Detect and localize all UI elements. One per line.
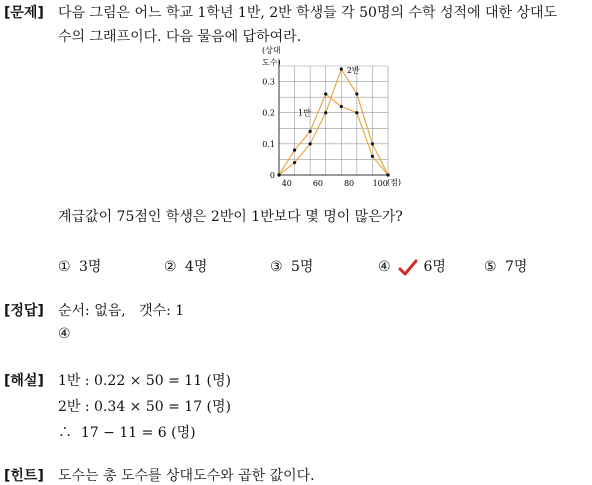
choice-2-mark: ② <box>164 259 177 275</box>
chart-series-group <box>277 68 389 177</box>
series-2-point <box>355 92 358 95</box>
choice-2-text: 4명 <box>185 259 208 275</box>
chart-grid <box>279 60 388 175</box>
series-2-point <box>324 111 327 114</box>
choice-4[interactable] <box>378 256 446 276</box>
x-axis-unit: (점) <box>387 178 401 187</box>
series-1-point <box>293 148 296 151</box>
y-axis-label-line1: (상대 <box>262 46 281 55</box>
choice-1[interactable] <box>58 256 101 276</box>
choice-5-text: 7명 <box>505 259 528 275</box>
choice-5[interactable] <box>484 256 527 276</box>
y-axis-label-line2: 도수) <box>262 58 281 67</box>
choice-1-mark: ① <box>58 259 71 275</box>
y-tick-label: 0.1 <box>262 139 275 149</box>
series-2-point <box>371 142 374 145</box>
chart-labels <box>262 65 388 188</box>
series-2-point <box>309 142 312 145</box>
answer-label: [정답] <box>4 303 44 319</box>
x-tick-label: 40 <box>281 179 292 188</box>
series-2-point <box>340 68 343 71</box>
series-1-point <box>309 130 312 133</box>
series-label-1ban: 1반 <box>297 108 311 118</box>
answer-line1: 순서: 없음, 갯수: 1 <box>58 303 185 319</box>
series-2-point <box>293 161 296 164</box>
y-tick-label: 0.3 <box>262 77 275 87</box>
question-text: 계급값이 75점인 학생은 2반이 1반보다 몇 명이 많은가? <box>58 209 403 225</box>
hint-text: 도수는 총 도수를 상대도수와 곱한 값이다. <box>58 468 315 484</box>
choice-3-text: 5명 <box>291 259 314 275</box>
series-1-point <box>371 155 374 158</box>
explanation-label: [해설] <box>4 373 44 389</box>
problem-text-line2: 수의 그래프이다. 다음 물음에 답하여라. <box>58 29 302 45</box>
answer-line2: ④ <box>58 326 71 342</box>
explanation-line3: ∴ 17 − 11 = 6 (명) <box>58 425 196 441</box>
series-1-point <box>340 105 343 108</box>
hint-label: [힌트] <box>4 468 44 484</box>
choice-3-mark: ③ <box>270 259 283 275</box>
choice-2[interactable] <box>164 256 207 276</box>
series-2-point <box>386 173 389 176</box>
x-tick-label: 60 <box>312 179 324 188</box>
series-2-point <box>277 173 280 176</box>
choice-5-mark: ⑤ <box>484 259 497 275</box>
relative-frequency-chart <box>262 44 412 192</box>
explanation-line2: 2반 : 0.34 × 50 = 17 (명) <box>58 399 232 415</box>
choice-1-text: 3명 <box>79 259 102 275</box>
x-tick-label: 100 <box>372 179 388 188</box>
series-line-2 <box>279 69 388 175</box>
choice-4-text: 6명 <box>423 259 446 275</box>
choice-3[interactable] <box>270 256 313 276</box>
y-tick-label: 0 <box>269 171 275 180</box>
series-1-point <box>355 111 358 114</box>
problem-label: [문제] <box>4 5 44 21</box>
problem-text-line1: 다음 그림은 어느 학교 1학년 1반, 2반 학생들 각 50명의 수학 성적에 대한 상대도 <box>58 5 558 21</box>
choice-4-mark: ④ <box>378 259 391 275</box>
y-tick-label: 0.2 <box>262 108 275 118</box>
x-tick-label: 80 <box>343 179 355 188</box>
explanation-line1: 1반 : 0.22 × 50 = 11 (명) <box>58 373 232 389</box>
series-1-point <box>324 92 327 95</box>
series-label-2ban: 2반 <box>346 66 360 76</box>
